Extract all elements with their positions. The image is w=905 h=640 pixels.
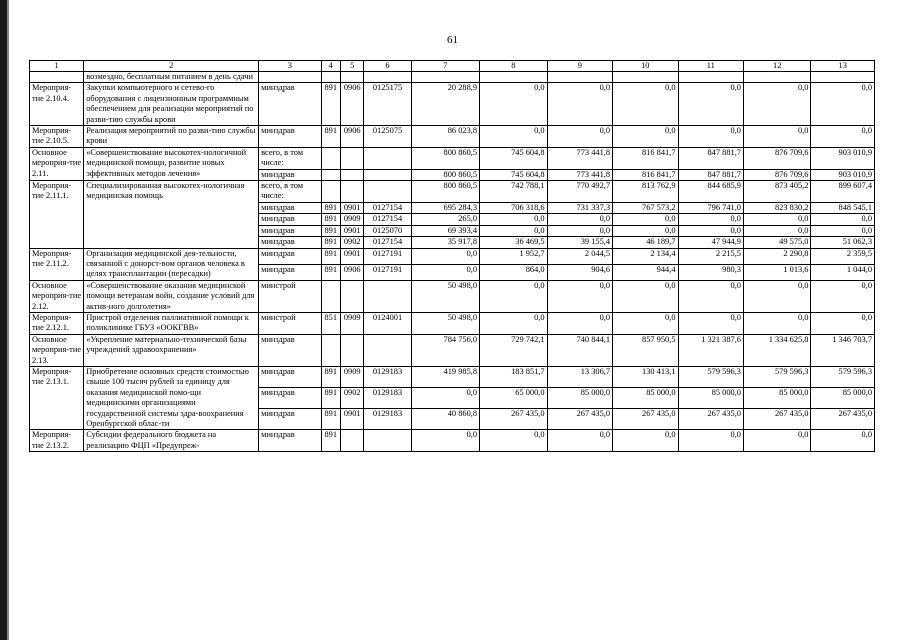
funding-amount-cell: 0,0 xyxy=(811,430,875,452)
funding-amount-cell: 267 435,0 xyxy=(613,409,678,430)
funding-amount-cell: 0,0 xyxy=(547,225,612,236)
section-code-cell: 0909 xyxy=(340,214,364,225)
grbs-code-cell xyxy=(321,147,340,169)
funding-amount-cell: 800 860,5 xyxy=(411,169,480,180)
activity-name-cell: Специализированная высокотех-нологичная медицинская помощь xyxy=(84,181,259,248)
target-code-cell xyxy=(364,169,411,180)
funding-amount-cell: 731 337,3 xyxy=(547,202,612,213)
funding-amount-cell: 745 604,8 xyxy=(480,147,548,169)
table-row xyxy=(30,280,875,312)
funding-amount-cell: 0,0 xyxy=(811,83,875,126)
column-number-cell: 9 xyxy=(547,61,612,72)
executor-cell: минздрав xyxy=(259,237,321,248)
column-number-cell: 5 xyxy=(340,61,364,72)
funding-amount-cell: 183 851,7 xyxy=(480,366,548,387)
section-code-cell: 0901 xyxy=(340,409,364,430)
activity-name-cell: «Совершенствование высокотех-нологичной медицинской помощи, развитие новых эффективных методов лечения» xyxy=(84,147,259,180)
funding-amount-cell: 796 741,0 xyxy=(678,202,743,213)
activity-name-cell: Реализация мероприятий по разви-тию службы крови xyxy=(84,126,259,148)
funding-amount-cell: 770 492,7 xyxy=(547,181,612,203)
funding-amount-cell: 0,0 xyxy=(480,214,548,225)
funding-amount-cell: 0,0 xyxy=(743,225,811,236)
executor-cell: минздрав xyxy=(259,334,321,366)
activity-name-cell: «Укрепление материально-технической базы учреждений здравоохранения» xyxy=(84,334,259,366)
funding-amount-cell: 729 742,1 xyxy=(480,334,548,366)
table-row xyxy=(30,366,875,387)
executor-cell xyxy=(259,72,321,83)
funding-amount-cell xyxy=(678,72,743,83)
grbs-code-cell xyxy=(321,334,340,366)
activity-code-cell: Мероприя-тие 2.10.4. xyxy=(30,83,84,126)
target-code-cell: 0127191 xyxy=(364,248,411,264)
funding-amount-cell xyxy=(411,72,480,83)
funding-amount-cell: 0,0 xyxy=(547,312,612,334)
funding-amount-cell: 0,0 xyxy=(480,280,548,312)
target-code-cell xyxy=(364,280,411,312)
activity-code-cell xyxy=(30,72,84,83)
funding-amount-cell xyxy=(547,72,612,83)
executor-cell: минздрав xyxy=(259,214,321,225)
activity-name-cell: возмездно, бесплатным питанием в день сдачи xyxy=(84,72,259,83)
section-code-cell xyxy=(340,280,364,312)
column-number-cell: 2 xyxy=(84,61,259,72)
funding-amount-cell: 903 010,9 xyxy=(811,169,875,180)
funding-amount-cell: 1 952,7 xyxy=(480,248,548,264)
funding-amount-cell: 51 062,3 xyxy=(811,237,875,248)
funding-amount-cell: 47 944,9 xyxy=(678,237,743,248)
funding-amount-cell: 86 023,8 xyxy=(411,126,480,148)
funding-amount-cell: 980,3 xyxy=(678,264,743,280)
funding-amount-cell: 800 860,5 xyxy=(411,181,480,203)
funding-amount-cell: 85 000,0 xyxy=(678,388,743,409)
funding-amount-cell: 876 709,6 xyxy=(743,147,811,169)
target-code-cell xyxy=(364,72,411,83)
funding-amount-cell: 2 359,5 xyxy=(811,248,875,264)
target-code-cell: 0124001 xyxy=(364,312,411,334)
funding-amount-cell: 2 215,5 xyxy=(678,248,743,264)
table-row xyxy=(30,147,875,169)
funding-amount-cell: 873 405,2 xyxy=(743,181,811,203)
grbs-code-cell: 891 xyxy=(321,366,340,387)
funding-amount-cell: 2 290,8 xyxy=(743,248,811,264)
grbs-code-cell: 851 xyxy=(321,312,340,334)
executor-cell: минздрав xyxy=(259,248,321,264)
target-code-cell: 0125175 xyxy=(364,83,411,126)
section-code-cell: 0902 xyxy=(340,388,364,409)
executor-cell: минздрав xyxy=(259,388,321,409)
section-code-cell: 0901 xyxy=(340,202,364,213)
funding-amount-cell: 0,0 xyxy=(411,264,480,280)
funding-amount-cell: 50 498,0 xyxy=(411,312,480,334)
funding-amount-cell: 0,0 xyxy=(613,430,678,452)
executor-cell: минздрав xyxy=(259,126,321,148)
section-code-cell xyxy=(340,334,364,366)
column-number-cell: 3 xyxy=(259,61,321,72)
funding-amount-cell: 50 498,0 xyxy=(411,280,480,312)
funding-amount-cell: 773 441,8 xyxy=(547,169,612,180)
funding-amount-cell: 0,0 xyxy=(811,126,875,148)
funding-amount-cell: 0,0 xyxy=(480,430,548,452)
funding-amount-cell: 13 306,7 xyxy=(547,366,612,387)
funding-amount-cell: 0,0 xyxy=(613,83,678,126)
scan-edge-shadow xyxy=(7,0,9,640)
funding-amount-cell: 0,0 xyxy=(613,214,678,225)
funding-amount-cell: 800 860,5 xyxy=(411,147,480,169)
table-row xyxy=(30,126,875,148)
table-row xyxy=(30,334,875,366)
funding-amount-cell: 49 575,0 xyxy=(743,237,811,248)
target-code-cell: 0129183 xyxy=(364,409,411,430)
funding-amount-cell: 130 413,1 xyxy=(613,366,678,387)
funding-amount-cell xyxy=(480,72,548,83)
executor-cell: минздрав xyxy=(259,83,321,126)
grbs-code-cell: 891 xyxy=(321,264,340,280)
table-row xyxy=(30,181,875,203)
activity-name-cell: «Совершенствование оказания медицинской помощи ветеранам войн, создание условий для актив-ного долголетия» xyxy=(84,280,259,312)
funding-amount-cell: 419 985,8 xyxy=(411,366,480,387)
grbs-code-cell xyxy=(321,181,340,203)
funding-amount-cell: 0,0 xyxy=(411,248,480,264)
target-code-cell xyxy=(364,147,411,169)
activity-code-cell: Основное мероприя-тие 2.11. xyxy=(30,147,84,180)
funding-amount-cell: 816 841,7 xyxy=(613,169,678,180)
activity-code-cell: Основное мероприя-тие 2.13. xyxy=(30,334,84,366)
funding-amount-cell: 579 596,3 xyxy=(678,366,743,387)
funding-amount-cell: 0,0 xyxy=(811,280,875,312)
table-row xyxy=(30,248,875,264)
target-code-cell: 0127154 xyxy=(364,214,411,225)
funding-amount-cell xyxy=(743,72,811,83)
funding-amount-cell: 876 709,6 xyxy=(743,169,811,180)
funding-amount-cell: 1 321 387,6 xyxy=(678,334,743,366)
section-code-cell: 0901 xyxy=(340,225,364,236)
funding-amount-cell: 844 685,9 xyxy=(678,181,743,203)
funding-amount-cell: 85 000,0 xyxy=(743,388,811,409)
funding-amount-cell: 36 469,5 xyxy=(480,237,548,248)
grbs-code-cell: 891 xyxy=(321,388,340,409)
target-code-cell: 0127191 xyxy=(364,264,411,280)
funding-amount-cell: 0,0 xyxy=(743,83,811,126)
executor-cell: минстрой xyxy=(259,280,321,312)
funding-amount-cell: 745 604,8 xyxy=(480,169,548,180)
funding-amount-cell: 2 134,4 xyxy=(613,248,678,264)
funding-amount-cell: 267 435,0 xyxy=(547,409,612,430)
grbs-code-cell xyxy=(321,169,340,180)
funding-amount-cell: 0,0 xyxy=(743,214,811,225)
funding-amount-cell: 40 860,8 xyxy=(411,409,480,430)
funding-amount-cell: 265,0 xyxy=(411,214,480,225)
executor-cell: минздрав xyxy=(259,409,321,430)
funding-amount-cell: 904,6 xyxy=(547,264,612,280)
funding-amount-cell: 1 013,6 xyxy=(743,264,811,280)
funding-amount-cell: 85 000,0 xyxy=(547,388,612,409)
grbs-code-cell: 891 xyxy=(321,202,340,213)
section-code-cell xyxy=(340,430,364,452)
activity-code-cell: Мероприя-тие 2.10.5. xyxy=(30,126,84,148)
funding-amount-cell: 69 393,4 xyxy=(411,225,480,236)
column-number-cell: 11 xyxy=(678,61,743,72)
column-number-cell: 4 xyxy=(321,61,340,72)
funding-amount-cell: 847 881,7 xyxy=(678,169,743,180)
funding-amount-cell: 0,0 xyxy=(411,388,480,409)
column-number-cell: 1 xyxy=(30,61,84,72)
table-row xyxy=(30,83,875,126)
activity-code-cell: Мероприя-тие 2.13.2. xyxy=(30,430,84,452)
executor-cell: минздрав xyxy=(259,225,321,236)
funding-amount-cell: 823 830,2 xyxy=(743,202,811,213)
funding-amount-cell: 706 318,6 xyxy=(480,202,548,213)
executor-cell: минздрав xyxy=(259,366,321,387)
funding-amount-cell: 0,0 xyxy=(480,126,548,148)
executor-cell: всего, в том числе: xyxy=(259,181,321,203)
funding-amount-cell: 0,0 xyxy=(678,430,743,452)
funding-amount-cell: 0,0 xyxy=(547,214,612,225)
table-row xyxy=(30,72,875,83)
target-code-cell: 0125075 xyxy=(364,126,411,148)
funding-amount-cell: 267 435,0 xyxy=(743,409,811,430)
program-table xyxy=(29,60,875,452)
funding-amount-cell xyxy=(811,72,875,83)
table-row xyxy=(30,312,875,334)
funding-amount-cell: 0,0 xyxy=(547,83,612,126)
section-code-cell xyxy=(340,181,364,203)
executor-cell: всего, в том числе: xyxy=(259,147,321,169)
funding-amount-cell: 0,0 xyxy=(678,126,743,148)
grbs-code-cell xyxy=(321,72,340,83)
section-code-cell: 0901 xyxy=(340,248,364,264)
funding-amount-cell: 46 189,7 xyxy=(613,237,678,248)
target-code-cell xyxy=(364,181,411,203)
grbs-code-cell: 891 xyxy=(321,237,340,248)
funding-amount-cell: 0,0 xyxy=(411,430,480,452)
funding-amount-cell: 0,0 xyxy=(811,225,875,236)
funding-amount-cell xyxy=(613,72,678,83)
grbs-code-cell: 891 xyxy=(321,225,340,236)
funding-amount-cell: 1 346 703,7 xyxy=(811,334,875,366)
grbs-code-cell xyxy=(321,280,340,312)
activity-code-cell: Основное мероприя-тие 2.12. xyxy=(30,280,84,312)
funding-amount-cell: 813 762,9 xyxy=(613,181,678,203)
section-code-cell: 0906 xyxy=(340,126,364,148)
funding-amount-cell: 0,0 xyxy=(547,280,612,312)
target-code-cell: 0125070 xyxy=(364,225,411,236)
funding-amount-cell: 0,0 xyxy=(613,312,678,334)
funding-amount-cell: 847 881,7 xyxy=(678,147,743,169)
column-number-cell: 12 xyxy=(743,61,811,72)
target-code-cell xyxy=(364,430,411,452)
funding-amount-cell: 0,0 xyxy=(678,225,743,236)
funding-amount-cell: 903 010,9 xyxy=(811,147,875,169)
funding-amount-cell: 0,0 xyxy=(743,280,811,312)
funding-amount-cell: 0,0 xyxy=(811,214,875,225)
activity-name-cell: Приобретение основных средств стоимостью свыше 100 тысяч рублей за единицу для оказания медицинской помо-щи медицинскими организациями государственной системы здра-воохранения Оренбургской облас-ти xyxy=(84,366,259,429)
activity-code-cell: Мероприя-тие 2.12.1. xyxy=(30,312,84,334)
activity-name-cell: Пристрой отделения паллиативной помощи к поликлинике ГБУЗ «ООКГВВ» xyxy=(84,312,259,334)
funding-amount-cell: 740 844,1 xyxy=(547,334,612,366)
funding-amount-cell: 65 000,0 xyxy=(480,388,548,409)
funding-amount-cell: 0,0 xyxy=(678,83,743,126)
funding-amount-cell: 579 596,3 xyxy=(811,366,875,387)
funding-amount-cell: 695 284,3 xyxy=(411,202,480,213)
activity-code-cell: Мероприя-тие 2.13.1. xyxy=(30,366,84,429)
activity-code-cell: Мероприя-тие 2.11.1. xyxy=(30,181,84,248)
funding-amount-cell: 20 288,9 xyxy=(411,83,480,126)
executor-cell: минздрав xyxy=(259,202,321,213)
column-number-cell: 6 xyxy=(364,61,411,72)
funding-amount-cell: 0,0 xyxy=(811,312,875,334)
funding-amount-cell: 1 044,0 xyxy=(811,264,875,280)
section-code-cell: 0906 xyxy=(340,264,364,280)
funding-amount-cell: 0,0 xyxy=(480,312,548,334)
scan-edge xyxy=(0,0,7,640)
funding-amount-cell: 857 950,5 xyxy=(613,334,678,366)
column-number-row xyxy=(30,61,875,72)
funding-amount-cell: 0,0 xyxy=(743,430,811,452)
executor-cell: минздрав xyxy=(259,430,321,452)
funding-amount-cell: 2 044,5 xyxy=(547,248,612,264)
page-number: 61 xyxy=(447,34,458,46)
activity-name-cell: Субсидии федерального бюджета на реализацию ФЦП «Предупреж- xyxy=(84,430,259,452)
funding-amount-cell: 816 841,7 xyxy=(613,147,678,169)
activity-name-cell: Закупки компьютерного и сетево-го оборудования с лицензионным программным обеспечением для реализации мероприятий по разви-тию службы крови xyxy=(84,83,259,126)
executor-cell: минздрав xyxy=(259,264,321,280)
column-number-cell: 8 xyxy=(480,61,548,72)
funding-amount-cell: 864,0 xyxy=(480,264,548,280)
funding-amount-cell: 0,0 xyxy=(678,312,743,334)
grbs-code-cell: 891 xyxy=(321,409,340,430)
funding-amount-cell: 784 756,0 xyxy=(411,334,480,366)
funding-amount-cell: 0,0 xyxy=(480,225,548,236)
section-code-cell xyxy=(340,169,364,180)
activity-code-cell: Мероприя-тие 2.11.2. xyxy=(30,248,84,280)
grbs-code-cell: 891 xyxy=(321,248,340,264)
grbs-code-cell: 891 xyxy=(321,126,340,148)
grbs-code-cell: 891 xyxy=(321,214,340,225)
funding-amount-cell: 742 788,1 xyxy=(480,181,548,203)
funding-amount-cell: 0,0 xyxy=(678,214,743,225)
target-code-cell: 0127154 xyxy=(364,202,411,213)
target-code-cell: 0127154 xyxy=(364,237,411,248)
funding-amount-cell: 0,0 xyxy=(547,430,612,452)
funding-amount-cell: 1 334 625,8 xyxy=(743,334,811,366)
table-body xyxy=(30,61,875,452)
column-number-cell: 13 xyxy=(811,61,875,72)
funding-amount-cell: 85 000,0 xyxy=(811,388,875,409)
funding-amount-cell: 0,0 xyxy=(613,280,678,312)
funding-amount-cell: 39 155,4 xyxy=(547,237,612,248)
funding-amount-cell: 267 435,0 xyxy=(811,409,875,430)
funding-amount-cell: 579 596,3 xyxy=(743,366,811,387)
funding-amount-cell: 267 435,0 xyxy=(678,409,743,430)
section-code-cell: 0902 xyxy=(340,237,364,248)
section-code-cell: 0906 xyxy=(340,83,364,126)
executor-cell: минстрой xyxy=(259,312,321,334)
activity-name-cell: Организация медицинской дея-тельности, связанной с донорст-вом органов человека в целях трансплантации (пересадки) xyxy=(84,248,259,280)
grbs-code-cell: 891 xyxy=(321,430,340,452)
funding-amount-cell: 267 435,0 xyxy=(480,409,548,430)
funding-amount-cell: 0,0 xyxy=(743,126,811,148)
funding-amount-cell: 0,0 xyxy=(613,225,678,236)
table-row xyxy=(30,430,875,452)
section-code-cell: 0909 xyxy=(340,312,364,334)
target-code-cell: 0129183 xyxy=(364,388,411,409)
funding-amount-cell: 0,0 xyxy=(480,83,548,126)
funding-amount-cell: 773 441,8 xyxy=(547,147,612,169)
grbs-code-cell: 891 xyxy=(321,83,340,126)
funding-amount-cell: 848 545,1 xyxy=(811,202,875,213)
section-code-cell xyxy=(340,72,364,83)
funding-amount-cell: 35 917,8 xyxy=(411,237,480,248)
funding-amount-cell: 944,4 xyxy=(613,264,678,280)
column-number-cell: 7 xyxy=(411,61,480,72)
section-code-cell: 0909 xyxy=(340,366,364,387)
executor-cell: минздрав xyxy=(259,169,321,180)
column-number-cell: 10 xyxy=(613,61,678,72)
target-code-cell xyxy=(364,334,411,366)
section-code-cell xyxy=(340,147,364,169)
funding-amount-cell: 0,0 xyxy=(678,280,743,312)
funding-amount-cell: 0,0 xyxy=(547,126,612,148)
funding-amount-cell: 899 607,4 xyxy=(811,181,875,203)
funding-amount-cell: 0,0 xyxy=(613,126,678,148)
target-code-cell: 0129183 xyxy=(364,366,411,387)
funding-amount-cell: 0,0 xyxy=(743,312,811,334)
funding-amount-cell: 85 000,0 xyxy=(613,388,678,409)
funding-amount-cell: 767 573,2 xyxy=(613,202,678,213)
